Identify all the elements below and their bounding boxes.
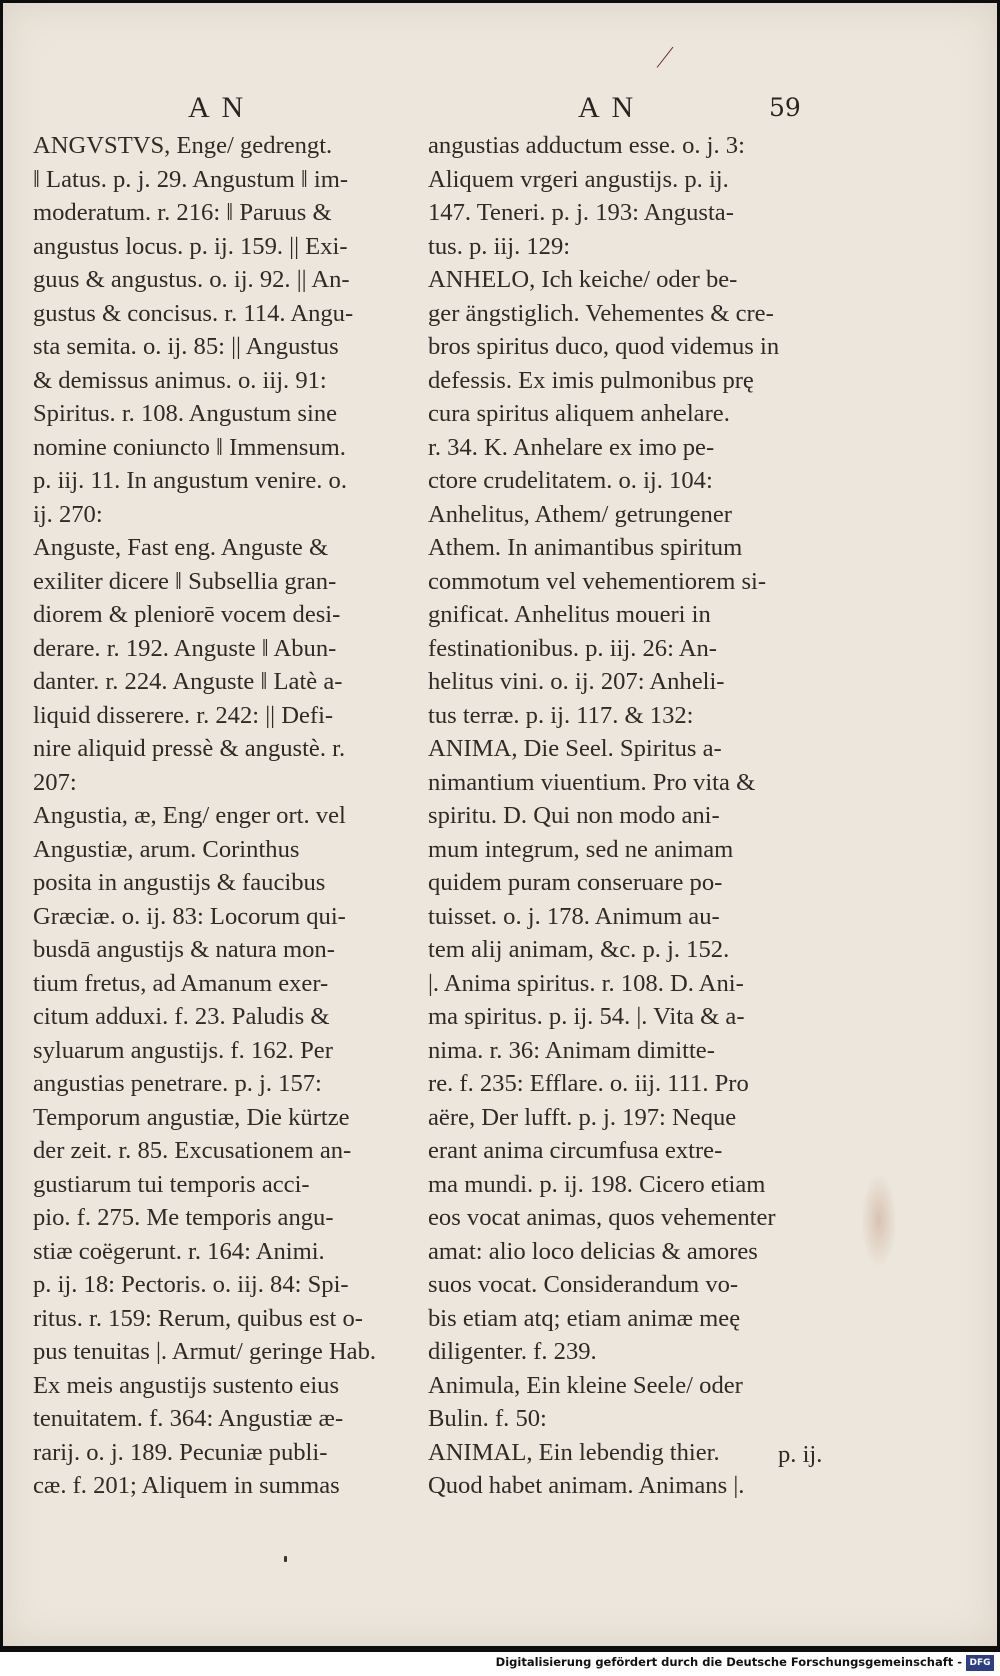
- text-line: helitus vini. o. ij. 207: Anheli-: [428, 668, 725, 695]
- text-line: commotum vel vehementiorem si-: [428, 567, 767, 595]
- text-line: tium fretus, ad Amanum exer-: [33, 969, 329, 997]
- text-line: cæ. f. 201; Aliquem in summas: [33, 1472, 340, 1499]
- text-line: p. iij. 11. In angustum venire. o.: [33, 467, 347, 494]
- text-line: spiritu. D. Qui non modo ani-: [428, 802, 720, 829]
- text-line: tus. p. iij. 129:: [428, 232, 571, 260]
- text-line: busdā angustijs & natura mon-: [33, 936, 335, 963]
- text-line: Athem. In animantibus spiritum: [428, 534, 743, 561]
- text-line: sta semita. o. ij. 85: || Angustus: [33, 333, 339, 360]
- text-line: quidem puram conseruare po-: [428, 869, 723, 896]
- text-line: |. Anima spiritus. r. 108. D. Ani-: [428, 969, 744, 997]
- footer-credit: Digitalisierung gefördert durch die Deutsche Forschungsgemeinschaft -: [495, 1655, 962, 1669]
- text-line: gustiarum tui temporis acci-: [33, 1170, 310, 1198]
- ink-speck: [284, 1556, 287, 1562]
- text-line: exiliter dicere ‖ Subsellia gran-: [33, 567, 337, 595]
- text-line: Angustia, æ, Eng/ enger ort. vel: [33, 802, 346, 829]
- text-line: cura spiritus aliquem anhelare.: [428, 400, 730, 427]
- text-line: ANHELO, Ich keiche/ oder be-: [428, 266, 738, 293]
- text-line: ma spiritus. p. ij. 54. |. Vita & a-: [428, 1003, 745, 1030]
- text-line: diligenter. f. 239.: [428, 1338, 597, 1365]
- pencil-mark: [657, 47, 674, 68]
- text-line: nima. r. 36: Animam dimitte-: [428, 1036, 715, 1064]
- text-line: ANIMAL, Ein lebendig thier.: [428, 1438, 720, 1466]
- text-line: danter. r. 224. Anguste ‖ Latè a-: [33, 668, 343, 695]
- text-line: tus terræ. p. ij. 117. & 132:: [428, 701, 694, 729]
- text-line: syluarum angustijs. f. 162. Per: [33, 1036, 333, 1064]
- text-line: moderatum. r. 216: ‖ Paruus &: [33, 199, 332, 226]
- text-line: diorem & pleniorē vocem desi-: [33, 601, 341, 628]
- text-line: citum adduxi. f. 23. Paludis &: [33, 1003, 330, 1030]
- text-line: defessis. Ex imis pulmonibus prę: [428, 366, 754, 394]
- text-line: pio. f. 275. Me temporis angu-: [33, 1204, 334, 1231]
- right-column: [428, 129, 779, 1503]
- text-line: angustus locus. p. ij. 159. || Exi-: [33, 232, 348, 260]
- text-line: festinationibus. p. iij. 26: An-: [428, 634, 717, 662]
- text-line: re. f. 235: Efflare. o. iij. 111. Pro: [428, 1070, 749, 1097]
- text-line: tuisset. o. j. 178. Animum au-: [428, 902, 720, 930]
- text-line: p. ij. 18: Pectoris. o. iij. 84: Spi-: [33, 1271, 349, 1298]
- text-line: 147. Teneri. p. j. 193: Angusta-: [428, 199, 734, 226]
- text-line: r. 34. K. Anhelare ex imo pe-: [428, 433, 715, 461]
- text-line: Spiritus. r. 108. Angustum sine: [33, 400, 338, 427]
- text-line: gnificat. Anhelitus moueri in: [428, 601, 711, 628]
- text-line: ij. 270:: [33, 500, 103, 528]
- text-line: Aliquem vrgeri angustijs. p. ij.: [428, 165, 729, 193]
- text-line: der zeit. r. 85. Excusationem an-: [33, 1137, 352, 1164]
- text-line: Anhelitus, Athem/ getrungener: [428, 500, 732, 528]
- text-line: bis etiam atq; etiam animæ meę: [428, 1304, 741, 1332]
- text-line: mum integrum, sed ne animam: [428, 835, 734, 863]
- text-line: ANGVSTVS, Enge/ gedrengt.: [33, 132, 333, 159]
- running-head-left: A N: [188, 91, 247, 124]
- text-line: Anguste, Fast eng. Anguste &: [33, 534, 329, 561]
- paper-stain: [861, 1173, 897, 1268]
- text-line: Animula, Ein kleine Seele/ oder: [428, 1371, 743, 1399]
- text-line: ANIMA, Die Seel. Spiritus a-: [428, 735, 722, 762]
- catchword: p. ij.: [778, 1441, 823, 1468]
- text-line: guus & angustus. o. ij. 92. || An-: [33, 266, 350, 293]
- text-line: pus tenuitas |. Armut/ geringe Hab.: [33, 1338, 377, 1365]
- text-line: Angustiæ, arum. Corinthus: [33, 835, 300, 863]
- text-line: erant anima circumfusa extre-: [428, 1137, 723, 1164]
- book-page: [3, 3, 997, 1646]
- text-line: 207:: [33, 768, 77, 796]
- text-line: stiæ coëgerunt. r. 164: Animi.: [33, 1237, 325, 1265]
- text-line: Bulin. f. 50:: [428, 1405, 547, 1432]
- text-line: tenuitatem. f. 364: Angustiæ æ-: [33, 1405, 344, 1432]
- text-line: angustias adductum esse. o. j. 3:: [428, 132, 745, 159]
- page-number: 59: [769, 93, 801, 122]
- text-line: aëre, Der lufft. p. j. 197: Neque: [428, 1103, 737, 1131]
- text-line: tem alij animam, &c. p. j. 152.: [428, 936, 730, 963]
- text-line: Quod habet animam. Animans |.: [428, 1472, 745, 1499]
- text-line: ma mundi. p. ij. 198. Cicero etiam: [428, 1170, 766, 1198]
- digitization-footer: [0, 1652, 1000, 1676]
- text-line: ctore crudelitatem. o. ij. 104:: [428, 467, 713, 494]
- left-column: [33, 129, 376, 1503]
- text-line: amat: alio loco delicias & amores: [428, 1237, 758, 1265]
- text-line: ‖ Latus. p. j. 29. Angustum ‖ im-: [33, 165, 349, 193]
- text-line: bros spiritus duco, quod videmus in: [428, 333, 780, 360]
- text-line: derare. r. 192. Anguste ‖ Abun-: [33, 634, 337, 662]
- dfg-logo: DFG: [966, 1655, 994, 1671]
- text-line: gustus & concisus. r. 114. Angu-: [33, 299, 354, 327]
- text-line: nimantium viuentium. Pro vita &: [428, 768, 756, 796]
- running-head-right: A N: [578, 91, 637, 124]
- text-line: nire aliquid pressè & angustè. r.: [33, 735, 346, 762]
- text-line: liquid disserere. r. 242: || Defi-: [33, 701, 334, 729]
- text-line: nomine coniuncto ‖ Immensum.: [33, 433, 346, 461]
- text-line: ger ängstiglich. Vehementes & cre-: [428, 299, 774, 327]
- text-line: angustias penetrare. p. j. 157:: [33, 1070, 322, 1097]
- text-line: ritus. r. 159: Rerum, quibus est o-: [33, 1304, 363, 1332]
- text-line: & demissus animus. o. iij. 91:: [33, 366, 327, 394]
- text-line: suos vocat. Considerandum vo-: [428, 1271, 739, 1298]
- text-line: posita in angustijs & faucibus: [33, 869, 326, 896]
- text-line: Ex meis angustijs sustento eius: [33, 1371, 340, 1399]
- text-line: eos vocat animas, quos vehementer: [428, 1204, 776, 1231]
- text-line: Græciæ. o. ij. 83: Locorum qui-: [33, 902, 346, 930]
- text-line: rarij. o. j. 189. Pecuniæ publi-: [33, 1438, 328, 1466]
- text-line: Temporum angustiæ, Die kürtze: [33, 1103, 350, 1131]
